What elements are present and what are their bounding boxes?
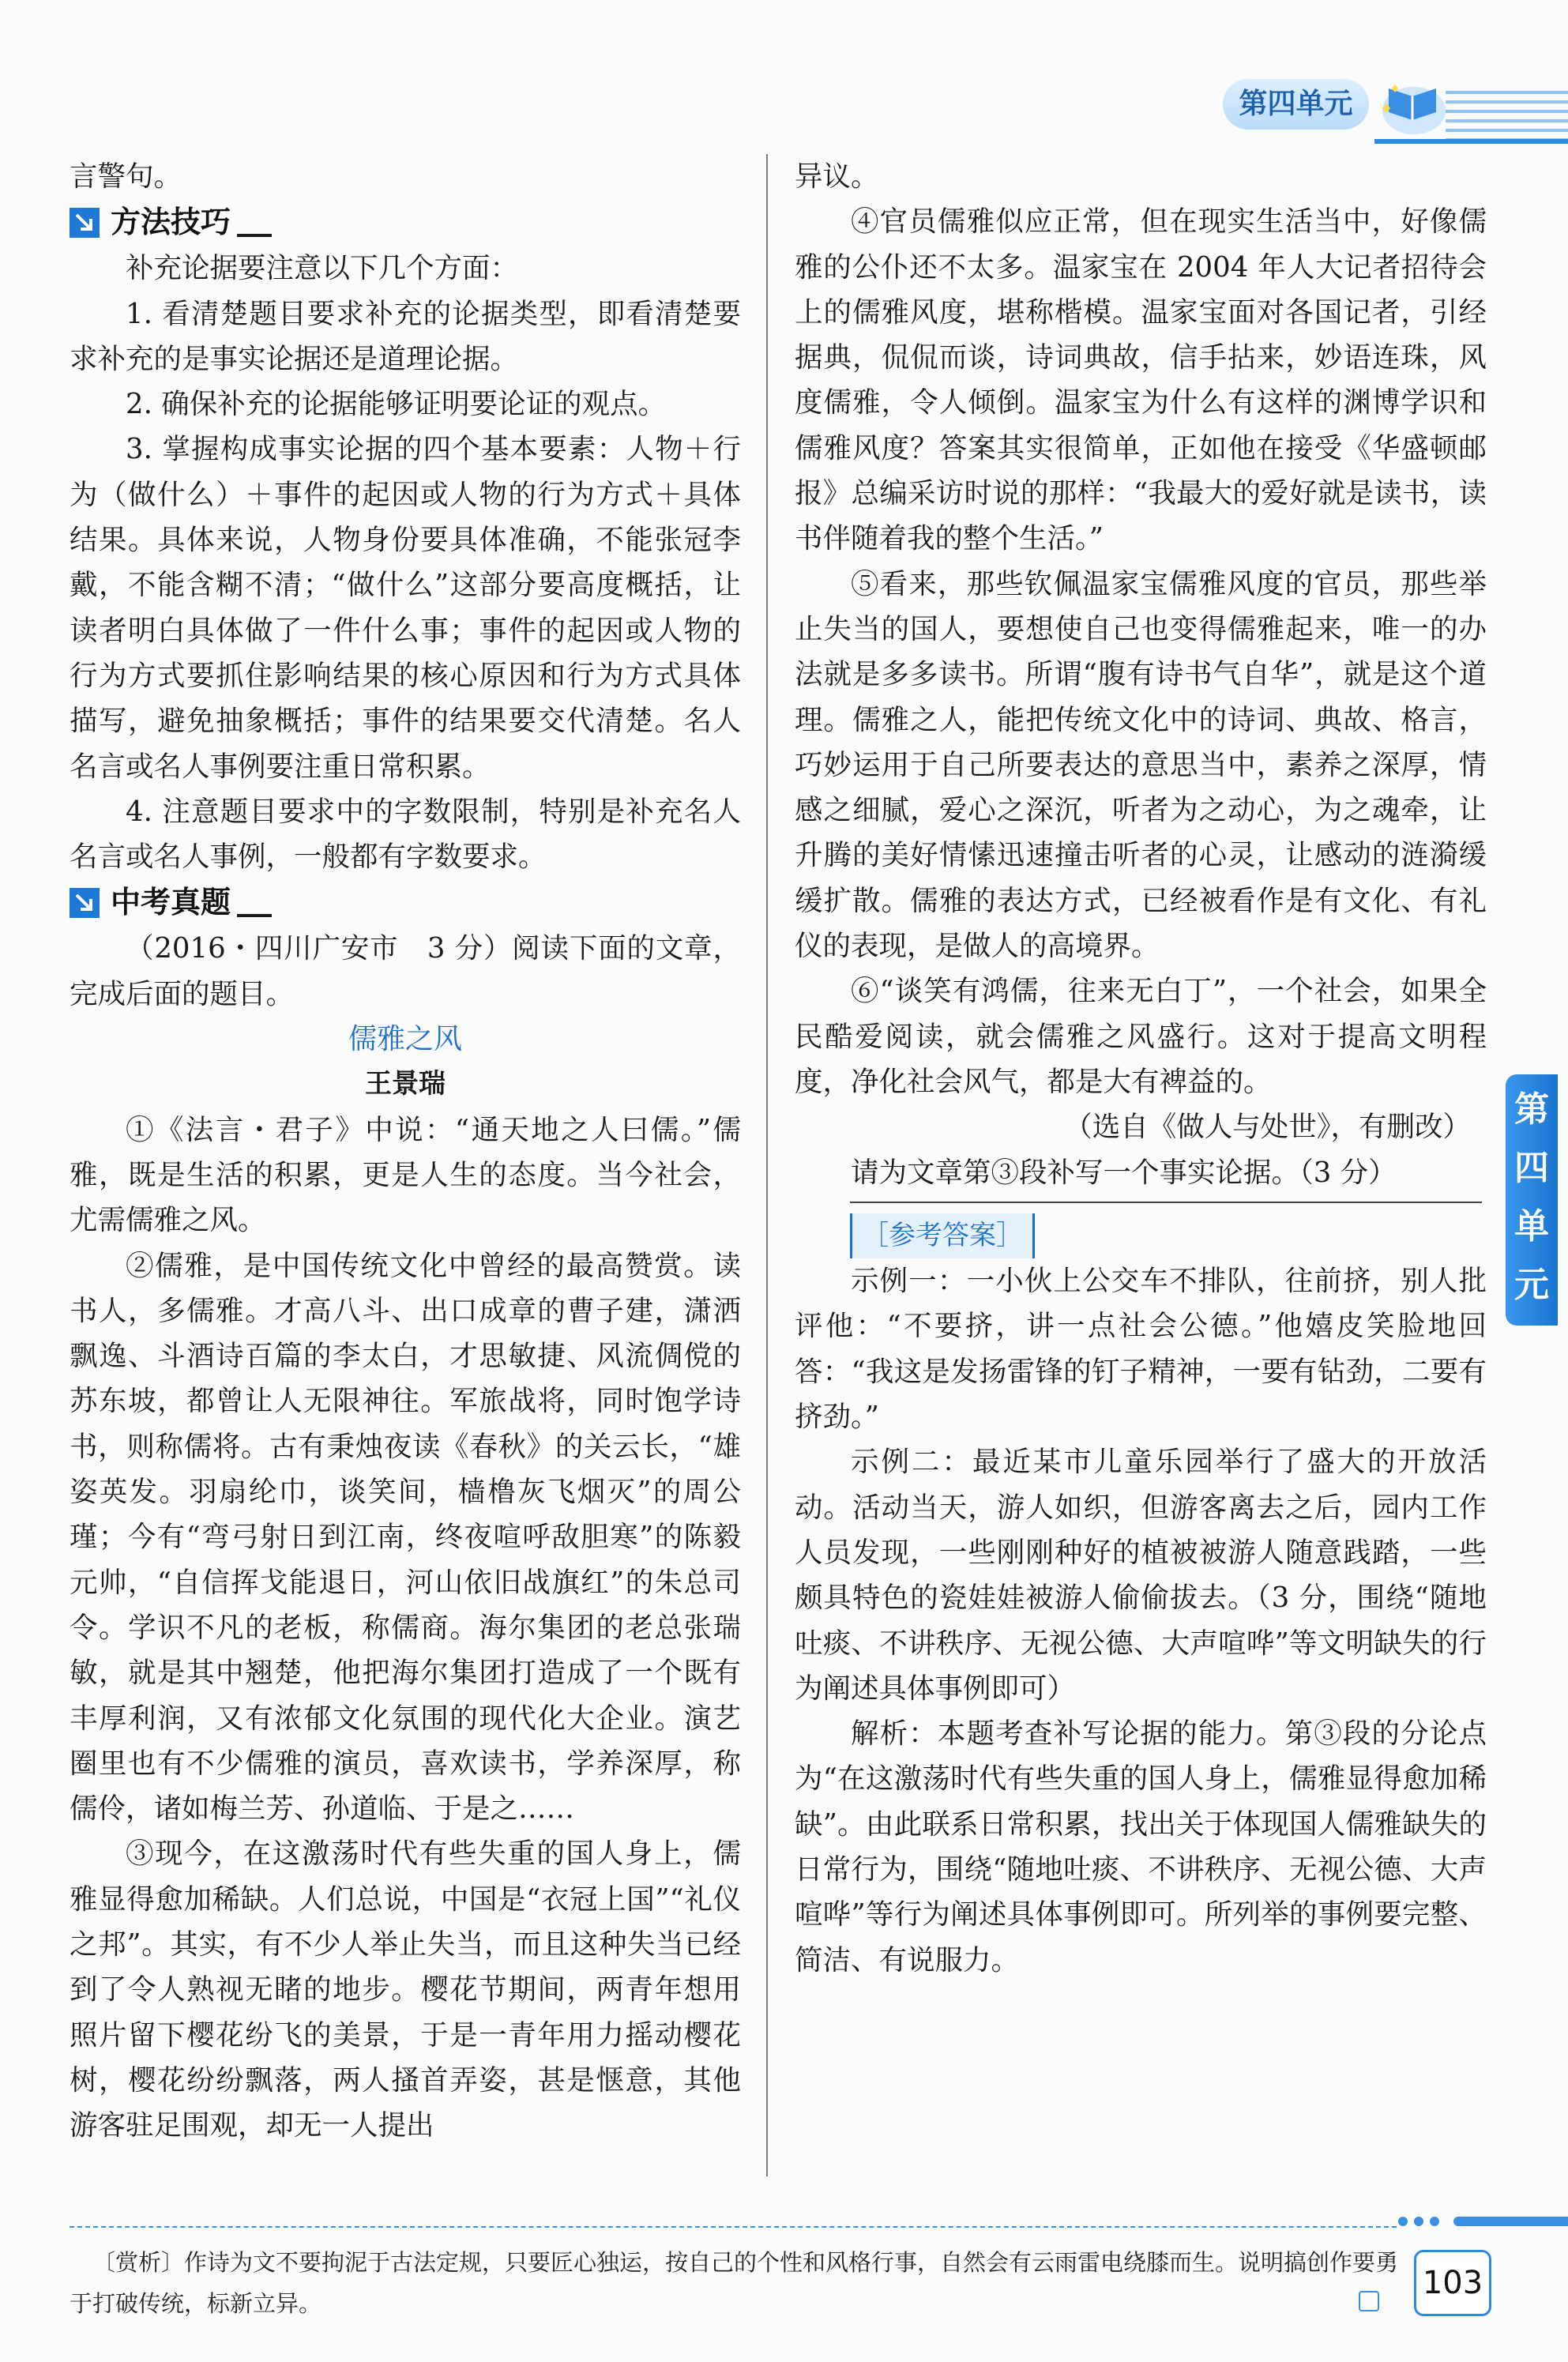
article-paragraph: ⑤看来，那些钦佩温家宝儒雅风度的官员，那些举止失当的国人，要想使自己也变得儒雅起来，唯一的办法就是多多读书。所谓“腹有诗书气自华”，就是这个道理。儒雅之人，能把传统文化中的诗词、典故、格言，巧妙运用于自己所要表达的意思当中，素养之深厚，情感之细腻，爱心之深沉，听者为之动心，为之魂牵，让升腾的美好情愫迅速撞击听者的心灵，让感动的涟漪缓缓扩散。儒雅的表达方式，已经被看作是有文化、有礼仪的表现，是做人的高境界。 — [795, 567, 1487, 963]
article-source: （选自《做人与处世》，有删改） — [1064, 1111, 1471, 1144]
header-rule — [1374, 139, 1568, 144]
right-column — [795, 154, 1487, 1983]
footer-dots — [1398, 2217, 1439, 2226]
title-underline — [237, 914, 272, 917]
side-tab-char: 单 — [1514, 1206, 1549, 1247]
method-point: 1. 看清楚题目要求补充的论据类型，即看清楚要求补充的是事实论据还是道理论据。 — [70, 297, 741, 375]
exam-intro: （2016・四川广安市 3 分）阅读下面的文章，完成后面的题目。 — [70, 932, 741, 1010]
left-column — [70, 154, 741, 2148]
answer-paragraph: 示例一：一小伙上公交车不排队，往前挤，别人批评他：“不要挤，讲一点社会公德。”他嬉皮笑脸地回答：“我这是发扬雷锋的钉子精神，一要有钻劲，二要有挤劲。” — [795, 1265, 1487, 1434]
article-paragraph: ①《法言・君子》中说：“通天地之人曰儒。”儒雅，既是生活的积累，更是人生的态度。当今社会，尤需儒雅之风。 — [70, 1113, 741, 1237]
continuation-text: 异议。 — [795, 160, 879, 193]
side-tab-char: 第 — [1514, 1089, 1549, 1130]
section-title: 方法技巧 — [111, 205, 231, 240]
method-intro: 补充论据要注意以下几个方面： — [126, 252, 519, 285]
book-ornament-icon — [1374, 65, 1450, 143]
method-point: 2. 确保补充的论据能够证明要论证的观点。 — [126, 388, 667, 421]
method-point: 4. 注意题目要求中的字数限制，特别是补充名人名言或名人事例，一般都有字数要求。 — [70, 795, 741, 874]
corner-mark-icon — [1359, 2291, 1379, 2311]
section-title: 中考真题 — [111, 885, 231, 920]
continuation-text: 言警句。 — [70, 160, 182, 193]
article-paragraph: ③现今，在这激荡时代有些失重的国人身上，儒雅显得愈加稀缺。人们总说，中国是“衣冠上国”“礼仪之邦”。其实，有不少人举止失当，而且这种失当已经到了令人熟视无睹的地步。樱花节期间，两青年想用照片留下樱花纷飞的美景，于是一青年用力摇动樱花树，樱花纷纷飘落，两人搔首弄姿，甚是惬意，其他游客驻足围观，却无一人提出 — [70, 1837, 741, 2142]
column-divider — [766, 154, 768, 2176]
article-paragraph: ②儒雅，是中国传统文化中曾经的最高赞赏。读书人，多儒雅。才高八斗、出口成章的曹子建，潇洒飘逸、斗酒诗百篇的李太白，才思敏捷、风流倜傥的苏东坡，都曾让人无限神往。军旅战将，同时饱学诗书，则称儒将。古有秉烛夜读《春秋》的关云长，“雄姿英发。羽扇纶巾，谈笑间，樯橹灰飞烟灭”的周公瑾；今有“弯弓射日到江南，终夜喧呼敌胆寒”的陈毅元帅，“自信挥戈能退日，河山依旧战旗红”的朱总司令。学识不凡的老板，称儒商。海尔集团的老总张瑞敏，就是其中翘楚，他把海尔集团打造成了一个既有丰厚利润，又有浓郁文化氛围的现代化大企业。演艺圈里也有不少儒雅的演员，喜欢读书，学养深厚，称儒伶，诸如梅兰芳、孙道临、于是之…… — [70, 1249, 741, 1826]
side-tab-char: 元 — [1514, 1265, 1549, 1305]
article-paragraph: ⑥“谈笑有鸿儒，往来无白丁”，一个社会，如果全民酷爱阅读，就会儒雅之风盛行。这对于提高文明程度，净化社会风气，都是大有裨益的。 — [795, 975, 1487, 1098]
arrow-icon — [70, 208, 100, 238]
answer-label: ［参考答案］ — [850, 1213, 1035, 1258]
unit-badge: 第四单元 — [1223, 79, 1369, 130]
side-tab-char: 四 — [1514, 1148, 1549, 1188]
method-section-heading — [70, 200, 741, 245]
footer-rule — [70, 2226, 1397, 2229]
header-stripes — [1446, 91, 1568, 146]
footer-note-text: 〔赏析〕作诗为文不要拘泥于古法定规，只要匠心独运，按自己的个性和风格行事，自然会有云雨雷电绕膝而生。说明搞创作要勇于打破传统，标新立异。 — [70, 2249, 1399, 2317]
footer-note — [70, 2242, 1404, 2324]
article-author: 王景瑞 — [365, 1068, 446, 1100]
footer-bar — [1453, 2217, 1568, 2226]
answer-paragraph: 示例二：最近某市儿童乐园举行了盛大的开放活动。活动当天，游人如织，但游客离去之后，园内工作人员发现，一些刚刚种好的植被被游人随意践踏，一些颇具特色的瓷娃娃被游人偷偷拔去。（3 分，围绕“随地吐痰、不讲秩序、无视公德、大声喧哗”等文明缺失的行为阐述具体事例即可） — [795, 1446, 1487, 1705]
arrow-icon — [70, 888, 100, 918]
title-underline — [237, 234, 272, 237]
page-number: 103 — [1414, 2250, 1491, 2316]
question-text: 请为文章第③段补写一个事实论据。（3 分） — [851, 1156, 1397, 1189]
answer-blank-line — [850, 1202, 1482, 1203]
article-paragraph: ④官员儒雅似应正常，但在现实生活当中，好像儒雅的公仆还不太多。温家宝在 2004 年人大记者招待会上的儒雅风度，堪称楷模。温家宝面对各国记者，引经据典，侃侃而谈，诗词典故，信手拈来，妙语连珠，风度儒雅，令人倾倒。温家宝为什么有这样的渊博学识和儒雅风度？答案其实很简单，正如他在接受《华盛顿邮报》总编采访时说的那样：“我最大的爱好就是读书，读书伴随着我的整个生活。” — [795, 205, 1487, 555]
method-point: 3. 掌握构成事实论据的四个基本要素：人物＋行为（做什么）＋事件的起因或人物的行为方式＋具体结果。具体来说，人物身份要具体准确，不能张冠李戴，不能含糊不清；“做什么”这部分要高度概括，让读者明白具体做了一件什么事；事件的起因或人物的行为方式要抓住影响结果的核心原因和行为方式具体描写，避免抽象概括；事件的结果要交代清楚。名人名言或名人事例要注重日常积累。 — [70, 433, 741, 783]
analysis-paragraph: 解析：本题考查补写论据的能力。第③段的分论点为“在这激荡时代有些失重的国人身上，儒雅显得愈加稀缺”。由此联系日常积累，找出关于体现国人儒雅缺失的日常行为，围绕“随地吐痰、不讲秩序、无视公德、大声喧哗”等行为阐述具体事例即可。所列举的事例要完整、简洁、有说服力。 — [795, 1717, 1487, 1976]
exam-section-heading — [70, 880, 741, 925]
unit-side-tab — [1506, 1074, 1558, 1326]
article-title: 儒雅之风 — [348, 1023, 462, 1056]
